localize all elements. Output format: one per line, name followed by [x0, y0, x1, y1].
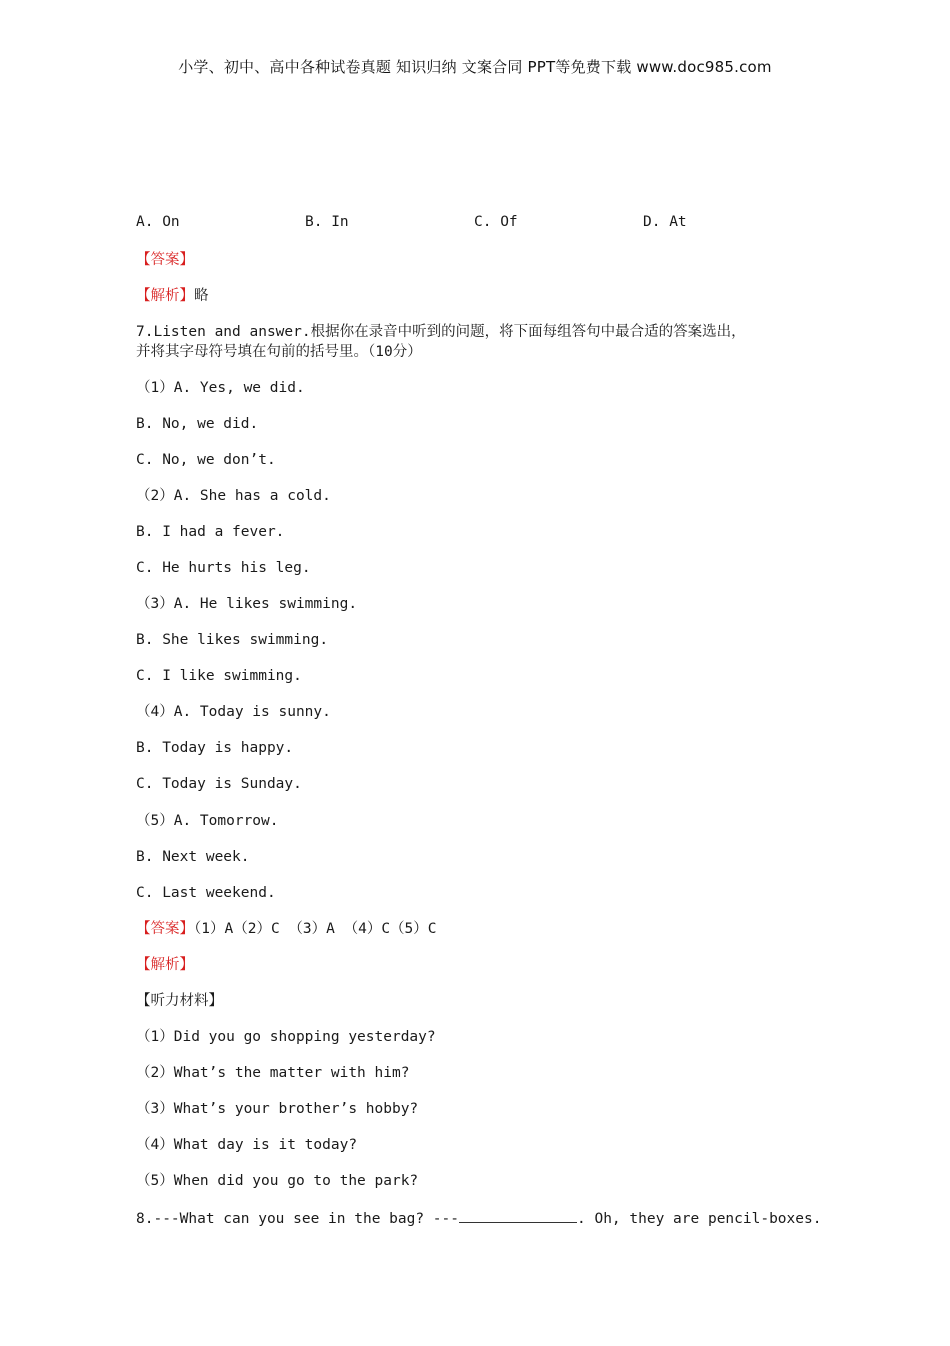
q7-choice: （1）A. Yes, we did. — [136, 380, 305, 396]
q7-choice: （5）A. Tomorrow. — [136, 813, 279, 829]
q7-choice: B. I had a fever. — [136, 524, 285, 540]
q6-analysis-text: 略 — [194, 288, 209, 304]
q6-option-a: A. On — [136, 214, 180, 230]
q7-answer-text: （1）A（2）C （3）A （4）C（5）C — [194, 921, 437, 937]
q7-answer-label: 【答案】 — [136, 921, 194, 937]
q8-before-blank: 8.---What can you see in the bag? --- — [136, 1211, 460, 1227]
q7-material-item: （1）Did you go shopping yesterday? — [136, 1029, 436, 1045]
q7-choice: （3）A. He likes swimming. — [136, 596, 358, 612]
q7-material-item: （5）When did you go to the park? — [136, 1173, 419, 1189]
q8-question — [136, 1208, 821, 1229]
q6-option-b: B. In — [305, 214, 349, 230]
q6-option-c: C. Of — [474, 214, 518, 230]
q7-choice: B. No, we did. — [136, 416, 259, 432]
q6-answer-label: 【答案】 — [136, 252, 194, 268]
q7-choice: B. Next week. — [136, 849, 250, 865]
q7-material-item: （4）What day is it today? — [136, 1137, 358, 1153]
q7-material-item: （2）What’s the matter with him? — [136, 1065, 410, 1081]
q7-choice: B. Today is happy. — [136, 740, 294, 756]
q7-choice: C. He hurts his leg. — [136, 560, 311, 576]
q6-analysis-label: 【解析】 — [136, 288, 194, 304]
q6-analysis — [136, 286, 209, 306]
q7-stem-line1: 7.Listen and answer.根据你在录音中听到的问题，将下面每组答句中最合适的答案选出， — [136, 324, 746, 340]
q7-choice: C. I like swimming. — [136, 668, 302, 684]
q7-material-label: 【听力材料】 — [136, 993, 223, 1009]
q7-material-item: （3）What’s your brother’s hobby? — [136, 1101, 419, 1117]
q6-option-d: D. At — [643, 214, 687, 230]
q7-choice: （2）A. She has a cold. — [136, 488, 331, 504]
page-header: 小学、初中、高中各种试卷真题 知识归纳 文案合同 PPT等免费下载 www.doc985.com — [178, 58, 772, 76]
q7-analysis-label: 【解析】 — [136, 957, 194, 973]
q7-stem-line2: 并将其字母符号填在句前的括号里。（10分） — [136, 344, 422, 360]
q8-after-blank: . Oh, they are pencil-boxes. — [577, 1211, 822, 1227]
q7-choice: C. Today is Sunday. — [136, 776, 302, 792]
q6-options — [136, 214, 836, 234]
q7-answer — [136, 919, 437, 939]
q7-choice: C. Last weekend. — [136, 885, 276, 901]
q7-choice: C. No, we don’t. — [136, 452, 276, 468]
q7-choice: （4）A. Today is sunny. — [136, 704, 331, 720]
q8-answer-blank — [459, 1208, 577, 1223]
q7-choice: B. She likes swimming. — [136, 632, 329, 648]
